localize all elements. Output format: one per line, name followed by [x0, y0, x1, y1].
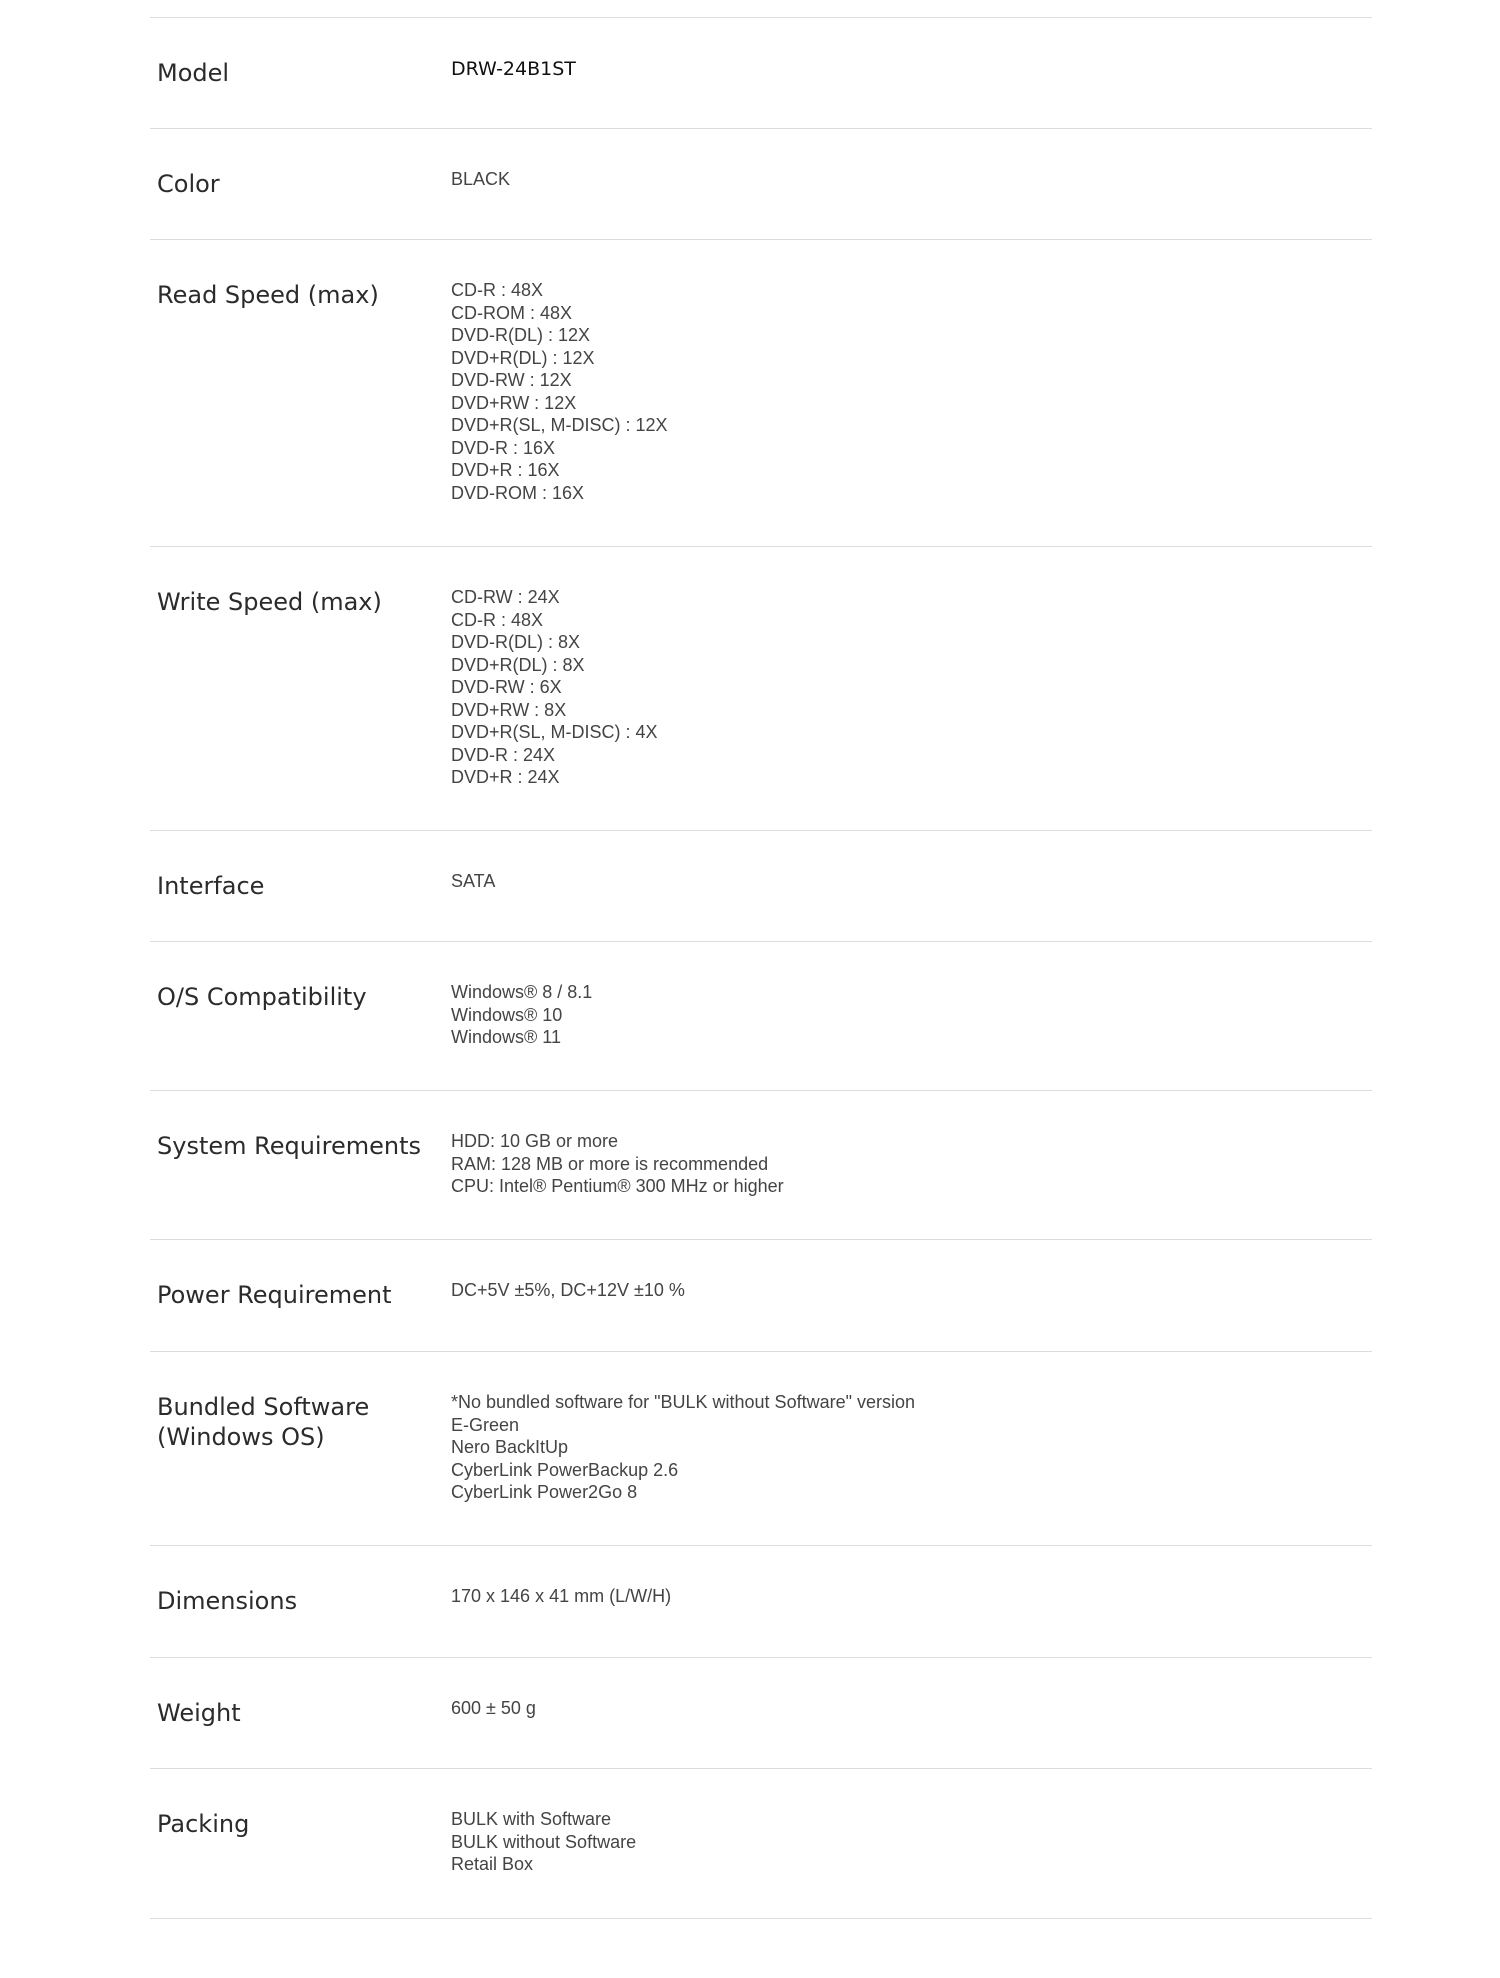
spec-value-line: DVD+R(DL) : 8X — [451, 654, 585, 675]
spec-row-bundled-software — [150, 1352, 1372, 1546]
spec-value-line: CD-RW : 24X — [451, 587, 560, 607]
spec-value-line: DVD-RW : 6X — [451, 677, 562, 697]
spec-row-color — [150, 129, 1372, 240]
spec-value — [451, 547, 1372, 830]
spec-value-line: DVD-ROM : 16X — [451, 482, 585, 503]
spec-label: System Requirements — [157, 1132, 421, 1160]
spec-value-line: E-Green — [451, 1414, 520, 1435]
spec-value — [451, 240, 1372, 546]
spec-value-line: DVD+R : 24X — [451, 767, 560, 787]
spec-value-line: CyberLink PowerBackup 2.6 — [451, 1459, 679, 1480]
spec-row-read-speed — [150, 240, 1372, 547]
spec-label: Packing — [157, 1810, 250, 1838]
spec-value-line: BULK with Software — [451, 1809, 612, 1829]
spec-value-line: BULK without Software — [451, 1831, 637, 1852]
spec-row-write-speed — [150, 547, 1372, 831]
spec-label: Power Requirement — [157, 1281, 392, 1309]
spec-value-line: CD-R : 48X — [451, 609, 544, 630]
spec-row-model — [150, 18, 1372, 129]
spec-value — [451, 1546, 1372, 1657]
spec-value-line: DVD-R(DL) : 12X — [451, 325, 591, 345]
spec-label: Read Speed (max) — [157, 281, 379, 309]
spec-value — [451, 1091, 1372, 1239]
spec-value-line: DVD-RW : 12X — [451, 370, 572, 390]
spec-value-line: CD-R : 48X — [451, 280, 544, 300]
spec-value-line: HDD: 10 GB or more — [451, 1131, 619, 1151]
spec-table — [150, 17, 1372, 1919]
spec-value-line: DVD+R(SL, M-DISC) : 12X — [451, 415, 668, 435]
spec-value-line: BLACK — [451, 169, 511, 189]
spec-value — [451, 18, 1372, 128]
spec-row-os-compatibility — [150, 942, 1372, 1091]
spec-row-dimensions — [150, 1546, 1372, 1658]
spec-row-power-requirement — [150, 1240, 1372, 1352]
spec-row-system-requirements — [150, 1091, 1372, 1240]
spec-value-line: 170 x 146 x 41 mm (L/W/H) — [451, 1586, 672, 1606]
spec-value — [451, 942, 1372, 1090]
spec-row-packing — [150, 1769, 1372, 1919]
spec-value — [451, 1352, 1372, 1545]
spec-label: Bundled Software (Windows OS) — [157, 1393, 370, 1451]
spec-label: Interface — [157, 872, 265, 900]
spec-value-line: DVD+R : 16X — [451, 460, 560, 480]
spec-value-line: Windows® 8 / 8.1 — [451, 982, 593, 1002]
spec-value-line: DVD+R(DL) : 12X — [451, 347, 595, 368]
spec-value-line: DVD+R(SL, M-DISC) : 4X — [451, 722, 658, 742]
spec-value-line: RAM: 128 MB or more is recommended — [451, 1153, 769, 1174]
spec-label: O/S Compatibility — [157, 983, 367, 1011]
spec-value — [451, 831, 1372, 941]
spec-value-line: DVD+RW : 12X — [451, 392, 577, 413]
spec-label: Color — [157, 170, 220, 198]
spec-value — [451, 1769, 1372, 1918]
spec-label: Weight — [157, 1699, 241, 1727]
spec-value-line: CPU: Intel® Pentium® 300 MHz or higher — [451, 1176, 784, 1196]
spec-value-line: DVD+RW : 8X — [451, 699, 567, 720]
spec-value-line: SATA — [451, 871, 496, 891]
spec-label: Write Speed (max) — [157, 588, 382, 616]
spec-value-line: DVD-R : 16X — [451, 437, 556, 458]
spec-value-line: DVD-R : 24X — [451, 744, 556, 765]
spec-row-interface — [150, 831, 1372, 942]
spec-value-line: 600 ± 50 g — [451, 1698, 536, 1718]
spec-value — [451, 129, 1372, 239]
spec-value-line: DC+5V ±5%, DC+12V ±10 % — [451, 1280, 685, 1300]
spec-label: Dimensions — [157, 1587, 298, 1615]
spec-value-line: Windows® 11 — [451, 1027, 561, 1047]
spec-value-line: DVD-R(DL) : 8X — [451, 632, 581, 652]
spec-value-line: CyberLink Power2Go 8 — [451, 1482, 638, 1502]
spec-value-line: Nero BackItUp — [451, 1437, 569, 1457]
spec-value-line: Windows® 10 — [451, 1004, 563, 1025]
spec-value-line: CD-ROM : 48X — [451, 302, 573, 323]
spec-row-weight — [150, 1658, 1372, 1769]
spec-value-line: DRW-24B1ST — [451, 58, 576, 80]
spec-value-line: Retail Box — [451, 1854, 534, 1874]
spec-value — [451, 1658, 1372, 1768]
spec-value-line: *No bundled software for "BULK without Software" version — [451, 1392, 916, 1412]
spec-label: Model — [157, 59, 230, 87]
spec-value — [451, 1240, 1372, 1351]
